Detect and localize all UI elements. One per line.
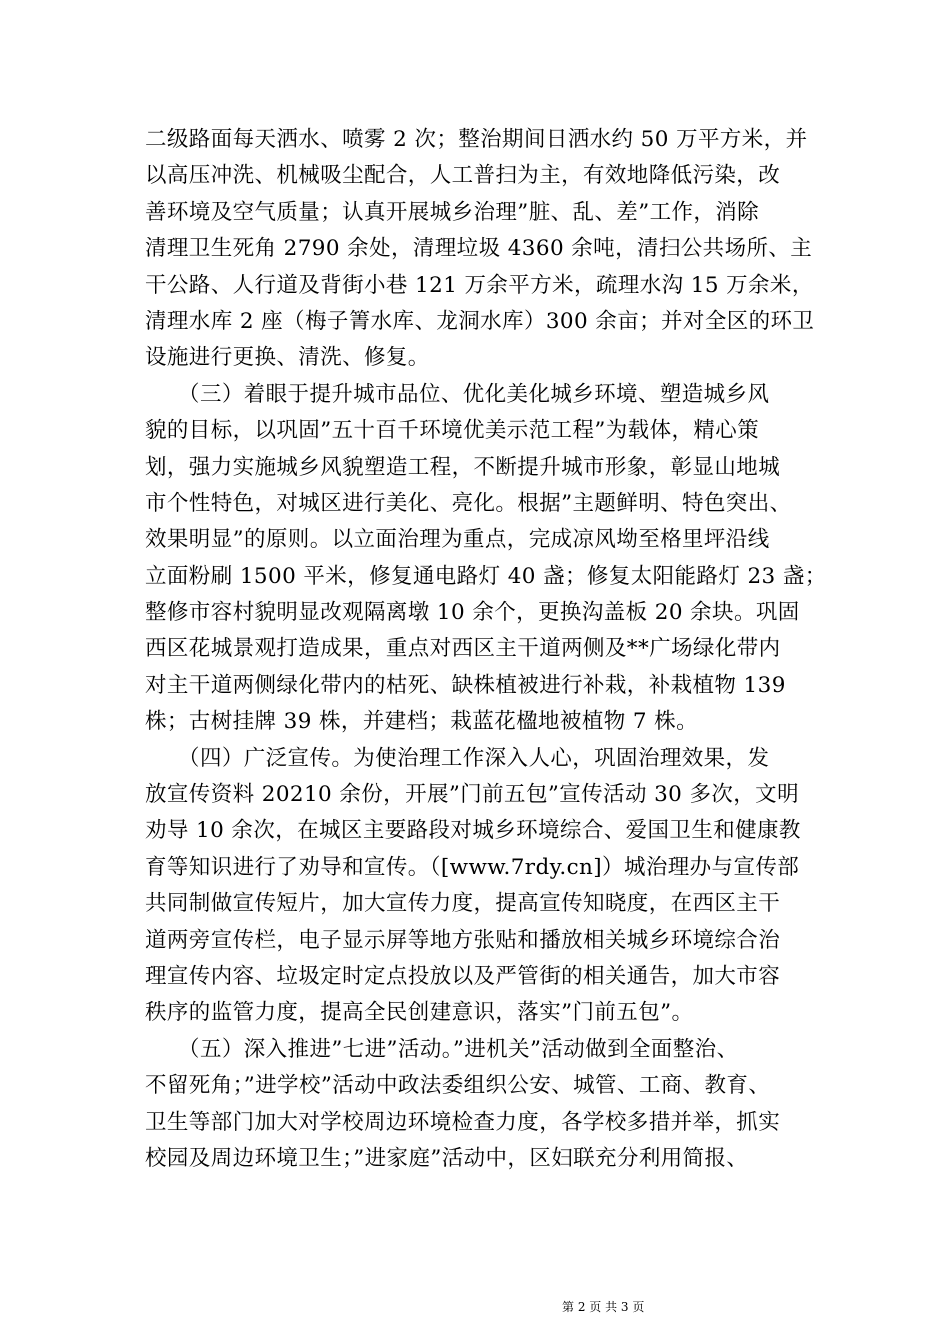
text-line: 西区花城景观打造成果，重点对西区主干道两侧及**广场绿化带内 bbox=[145, 636, 781, 662]
text-line: 立面粉刷 1500 平米，修复通电路灯 40 盏；修复太阳能路灯 23 盏； bbox=[145, 563, 827, 589]
text-line: 市个性特色，对城区进行美化、亮化。根据”主题鲜明、特色突出、 bbox=[145, 490, 792, 516]
text-line: 清理水库 2 座（梅子箐水库、龙洞水库）300 余亩；并对全区的环卫 bbox=[145, 308, 815, 334]
document-body bbox=[145, 122, 825, 1177]
text-line: 划，强力实施城乡风貌塑造工程，不断提升城市形象，彰显山地城 bbox=[145, 454, 781, 480]
text-line: 善环境及空气质量；认真开展城乡治理”脏、乱、差”工作，消除 bbox=[145, 199, 760, 225]
text-line: 清理卫生死角 2790 余处，清理垃圾 4360 余吨，清扫公共场所、主 bbox=[145, 236, 813, 262]
text-line: 劝导 10 余次，在城区主要路段对城乡环境综合、爱国卫生和健康教 bbox=[145, 818, 801, 844]
text-line: 整修市容村貌明显改观隔离墩 10 余个，更换沟盖板 20 余块。巩固 bbox=[145, 600, 800, 626]
text-line: 二级路面每天洒水、喷雾 2 次；整治期间日洒水约 50 万平方米，并 bbox=[145, 127, 808, 152]
text-line: 对主干道两侧绿化带内的枯死、缺株植被进行补栽，补栽植物 139 bbox=[145, 672, 786, 698]
text-line: 效果明显”的原则。以立面治理为重点，完成凉风坳至格里坪沿线 bbox=[145, 527, 770, 553]
text-line: 道两旁宣传栏，电子显示屏等地方张贴和播放相关城乡环境综合治 bbox=[145, 927, 781, 953]
text-line: 干公路、人行道及背街小巷 121 万余平方米，疏理水沟 15 万余米， bbox=[145, 272, 814, 298]
text-line: 秩序的监管力度，提高全民创建意识，落实”门前五包”。 bbox=[145, 1000, 694, 1026]
text-line: （五）深入推进”七进”活动。”进机关”活动做到全面整治、 bbox=[145, 1036, 739, 1062]
text-line: 以高压冲洗、机械吸尘配合，人工普扫为主，有效地降低污染，改 bbox=[145, 163, 781, 189]
text-line: 理宣传内容、垃圾定时定点投放以及严管街的相关通告，加大市容 bbox=[145, 963, 781, 989]
text-line: 放宣传资料 20210 余份，开展”门前五包”宣传活动 30 多次，文明 bbox=[145, 782, 799, 808]
text-line: 校园及周边环境卫生；”进家庭”活动中，区妇联充分利用简报、 bbox=[145, 1145, 749, 1171]
text-line: （四）广泛宣传。为使治理工作深入人心，巩固治理效果，发 bbox=[145, 745, 770, 771]
text-line: 株；古树挂牌 39 株，并建档；栽蓝花楹地被植物 7 株。 bbox=[145, 709, 698, 735]
text-line: 不留死角；”进学校”活动中政法委组织公安、城管、工商、教育、 bbox=[145, 1073, 771, 1099]
page-number-footer: 第 2 页 共 3 页 bbox=[562, 1300, 645, 1314]
text-line: 卫生等部门加大对学校周边环境检查力度，各学校多措并举，抓实 bbox=[145, 1109, 781, 1135]
text-line: （三）着眼于提升城市品位、优化美化城乡环境、塑造城乡风 bbox=[145, 381, 770, 407]
text-line: 育等知识进行了劝导和宣传。（[www.7rdy.cn]）城治理办与宣传部 bbox=[145, 854, 800, 880]
text-line: 貌的目标，以巩固”五十百千环境优美示范工程”为载体，精心策 bbox=[145, 418, 760, 444]
text-line: 设施进行更换、清洗、修复。 bbox=[145, 345, 430, 371]
text-line: 共同制做宣传短片，加大宣传力度，提高宣传知晓度，在西区主干 bbox=[145, 891, 781, 917]
